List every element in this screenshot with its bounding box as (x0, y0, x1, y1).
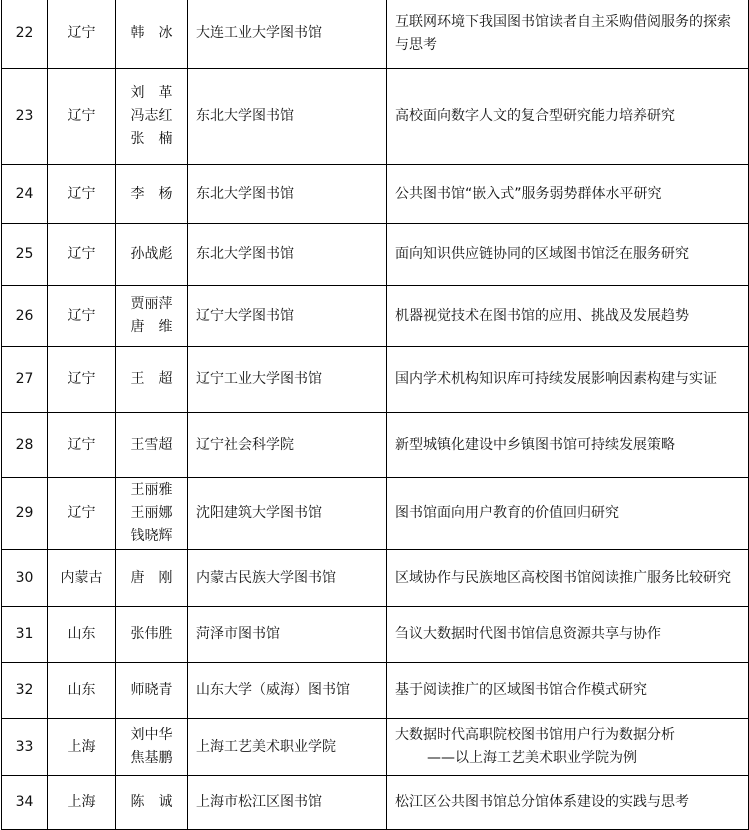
project-title: 机器视觉技术在图书馆的应用、挑战及发展趋势 (395, 307, 689, 324)
authors-cell (116, 719, 188, 776)
row-number: 26 (2, 286, 48, 347)
title-cell (387, 550, 749, 607)
project-table (1, 0, 749, 830)
province-cell: 辽宁 (48, 69, 116, 165)
province-cell: 辽宁 (48, 413, 116, 478)
project-subtitle: ——以上海工艺美术职业学院为例 (427, 750, 637, 766)
organization-cell: 沈阳建筑大学图书馆 (188, 478, 387, 550)
title-cell (387, 663, 749, 719)
title-cell (387, 413, 749, 478)
row-number: 22 (2, 0, 48, 69)
authors-cell (116, 413, 188, 478)
author-name: 唐 维 (130, 319, 173, 335)
province-cell: 内蒙古 (48, 550, 116, 607)
author-name: 钱晓辉 (130, 528, 173, 544)
author-name: 陈 诚 (130, 794, 173, 810)
authors-cell (116, 607, 188, 663)
row-number: 29 (2, 478, 48, 550)
project-title: 基于阅读推广的区域图书馆合作模式研究 (395, 682, 647, 698)
row-number: 24 (2, 165, 48, 224)
table-row (2, 413, 749, 478)
organization-cell: 上海市松江区图书馆 (188, 776, 387, 830)
organization-cell: 山东大学（威海）图书馆 (188, 663, 387, 719)
table-row (2, 165, 749, 224)
title-cell (387, 776, 749, 830)
province-cell: 辽宁 (48, 0, 116, 69)
author-name: 王丽娜 (130, 505, 173, 521)
province-cell: 上海 (48, 776, 116, 830)
organization-cell: 大连工业大学图书馆 (188, 0, 387, 69)
row-number: 23 (2, 69, 48, 165)
authors-cell (116, 0, 188, 69)
table-row (2, 550, 749, 607)
title-cell (387, 286, 749, 347)
organization-cell: 辽宁社会科学院 (188, 413, 387, 478)
author-name: 张伟胜 (130, 626, 173, 642)
row-number: 25 (2, 224, 48, 286)
row-number: 32 (2, 663, 48, 719)
project-title: 新型城镇化建设中乡镇图书馆可持续发展策略 (395, 436, 675, 453)
row-number: 30 (2, 550, 48, 607)
title-cell (387, 347, 749, 413)
organization-cell: 菏泽市图书馆 (188, 607, 387, 663)
project-title: 面向知识供应链协同的区域图书馆泛在服务研究 (395, 246, 689, 262)
author-name: 师晓青 (130, 682, 173, 698)
project-title: 图书馆面向用户教育的价值回归研究 (395, 505, 619, 521)
project-title: 刍议大数据时代图书馆信息资源共享与协作 (395, 626, 661, 642)
province-cell: 辽宁 (48, 165, 116, 224)
title-cell (387, 69, 749, 165)
table-row (2, 478, 749, 550)
authors-cell (116, 69, 188, 165)
authors-cell (116, 347, 188, 413)
organization-cell: 东北大学图书馆 (188, 165, 387, 224)
title-cell (387, 0, 749, 69)
table-row (2, 0, 749, 69)
organization-cell: 上海工艺美术职业学院 (188, 719, 387, 776)
author-name: 韩 冰 (130, 25, 173, 41)
authors-cell (116, 165, 188, 224)
title-cell (387, 607, 749, 663)
province-cell: 辽宁 (48, 286, 116, 347)
table-row (2, 347, 749, 413)
author-name: 王丽雅 (130, 482, 173, 498)
organization-cell: 东北大学图书馆 (188, 69, 387, 165)
title-cell (387, 719, 749, 776)
province-cell: 辽宁 (48, 224, 116, 286)
title-cell (387, 224, 749, 286)
row-number: 28 (2, 413, 48, 478)
province-cell: 辽宁 (48, 478, 116, 550)
author-name: 冯志红 (130, 108, 173, 124)
row-number: 27 (2, 347, 48, 413)
author-name: 李 杨 (130, 185, 173, 202)
organization-cell: 内蒙古民族大学图书馆 (188, 550, 387, 607)
row-number: 34 (2, 776, 48, 830)
table-row (2, 663, 749, 719)
authors-cell (116, 478, 188, 550)
table-row (2, 69, 749, 165)
table-row (2, 286, 749, 347)
row-number: 31 (2, 607, 48, 663)
province-cell: 上海 (48, 719, 116, 776)
author-name: 焦基鹏 (130, 750, 173, 766)
author-name: 唐 刚 (130, 569, 173, 586)
title-cell (387, 478, 749, 550)
authors-cell (116, 224, 188, 286)
authors-cell (116, 286, 188, 347)
organization-cell: 辽宁大学图书馆 (188, 286, 387, 347)
project-title: 公共图书馆“嵌入式”服务弱势群体水平研究 (395, 185, 662, 202)
author-name: 张 楠 (130, 131, 173, 147)
authors-cell (116, 776, 188, 830)
project-title: 高校面向数字人文的复合型研究能力培养研究 (395, 108, 675, 124)
title-cell (387, 165, 749, 224)
author-name: 刘 革 (130, 85, 173, 101)
project-title: 国内学术机构知识库可持续发展影响因素构建与实证 (395, 371, 717, 387)
organization-cell: 辽宁工业大学图书馆 (188, 347, 387, 413)
project-title: 大数据时代高职院校图书馆用户行为数据分析 (395, 727, 675, 743)
province-cell: 山东 (48, 663, 116, 719)
project-title: 互联网环境下我国图书馆读者自主采购借阅服务的探索与思考 (395, 13, 731, 53)
authors-cell (116, 663, 188, 719)
table-row (2, 776, 749, 830)
table-row (2, 224, 749, 286)
author-name: 王 超 (130, 371, 173, 387)
province-cell: 辽宁 (48, 347, 116, 413)
table-row (2, 607, 749, 663)
author-name: 王雪超 (130, 436, 173, 453)
author-name: 刘中华 (130, 727, 173, 743)
author-name: 贾丽萍 (130, 296, 173, 312)
authors-cell (116, 550, 188, 607)
organization-cell: 东北大学图书馆 (188, 224, 387, 286)
province-cell: 山东 (48, 607, 116, 663)
author-name: 孙战彪 (130, 246, 173, 262)
project-title: 区域协作与民族地区高校图书馆阅读推广服务比较研究 (395, 569, 731, 586)
table-row (2, 719, 749, 776)
row-number: 33 (2, 719, 48, 776)
project-title: 松江区公共图书馆总分馆体系建设的实践与思考 (395, 794, 689, 810)
